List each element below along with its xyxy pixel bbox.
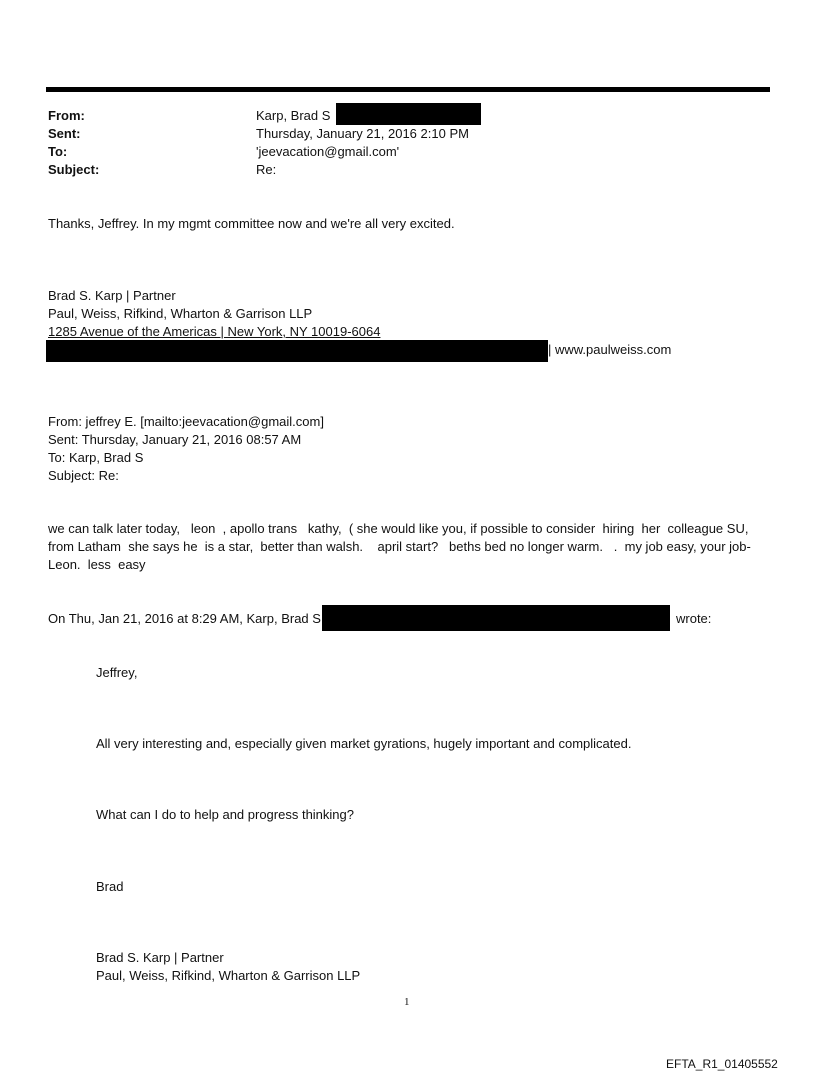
to-label: To: [48, 144, 68, 159]
sent-label: Sent: [48, 126, 81, 141]
from-label: From: [48, 108, 85, 123]
forwarded-subject-line: Subject: Re: [48, 468, 119, 483]
signature-firm: Paul, Weiss, Rifkind, Wharton & Garrison LLP [48, 306, 313, 321]
quoted-signature-name-title: Brad S. Karp | Partner [96, 950, 224, 965]
quoted-signature-firm: Paul, Weiss, Rifkind, Wharton & Garrison LLP [96, 968, 361, 983]
sent-value: Thursday, January 21, 2016 2:10 PM [256, 126, 469, 141]
forwarded-sent-line: Sent: Thursday, January 21, 2016 08:57 AM [48, 432, 302, 447]
quoted-paragraph-1: All very interesting and, especially given market gyrations, hugely important and complicated. [96, 736, 632, 751]
page-number: 1 [404, 996, 410, 1008]
quoted-intro-prefix: On Thu, Jan 21, 2016 at 8:29 AM, Karp, Brad S [48, 611, 321, 626]
redaction-box [322, 605, 670, 631]
to-value: 'jeevacation@gmail.com' [256, 144, 400, 159]
from-value: Karp, Brad S [256, 108, 331, 123]
header-rule [46, 87, 770, 92]
reply-text: Thanks, Jeffrey. In my mgmt committee now and we're all very excited. [48, 216, 455, 231]
quoted-signoff: Brad [96, 879, 124, 894]
signature-name-title: Brad S. Karp | Partner [48, 288, 176, 303]
redaction-box [46, 340, 548, 362]
quoted-greeting: Jeffrey, [96, 665, 138, 680]
redaction-box [336, 103, 481, 125]
quoted-paragraph-2: What can I do to help and progress thinking? [96, 807, 354, 822]
forwarded-from-line: From: jeffrey E. [mailto:jeevacation@gmail.com] [48, 414, 324, 429]
signature-address: 1285 Avenue of the Americas | New York, NY 10019-6064 [48, 324, 381, 339]
forwarded-to-line: To: Karp, Brad S [48, 450, 144, 465]
subject-value: Re: [256, 162, 277, 177]
signature-website: | www.paulweiss.com [548, 342, 672, 357]
subject-label: Subject: [48, 162, 100, 177]
quoted-intro-suffix: wrote: [676, 611, 712, 626]
forwarded-message: we can talk later today, leon , apollo trans kathy, ( she would like you, if possible to consider hiring her colleague SU, from Latham she says he is a star, better than walsh. april start? beths bed no longer warm. . my job easy, your job- Leon. less easy [48, 521, 756, 572]
bates-number: EFTA_R1_01405552 [666, 1057, 778, 1071]
